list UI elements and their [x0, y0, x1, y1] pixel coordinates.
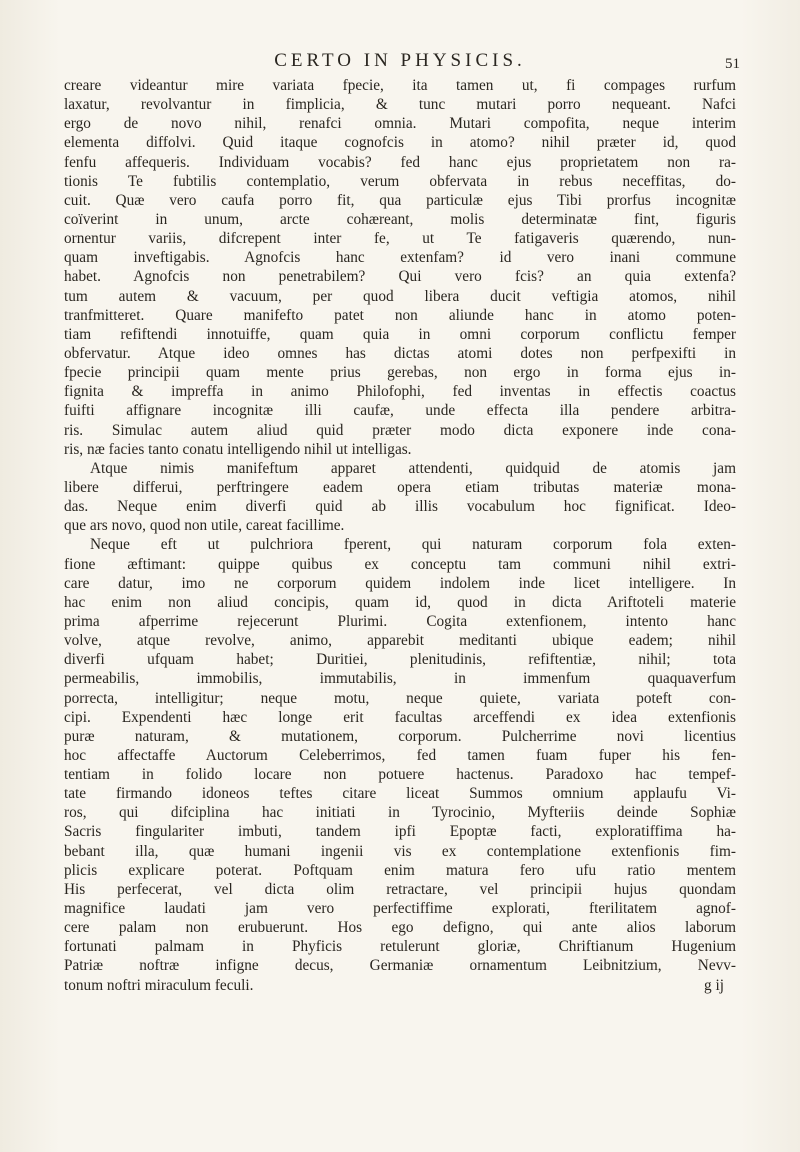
- text-line: prima afperrime rejecerunt Plurimi. Cogita extenfionem, intento hanc: [64, 612, 736, 630]
- text-line: care datur, imo ne corporum quidem indolem inde licet intelligere. In: [64, 574, 736, 592]
- text-line: tiam refiftendi innotuiffe, quam quia in omni corporum conflictu femper: [64, 325, 736, 343]
- text-line: que ars novo, quod non utile, careat facillime.: [64, 517, 345, 535]
- text-line: puræ naturam, & mutationem, corporum. Pulcherrime novi licentius: [64, 727, 736, 745]
- text-line: bebant illa, quæ humani ingenii vis ex contemplatione extenfionis fim-: [64, 842, 736, 860]
- text-line: libere differui, perftringere eadem opera etiam tributas materiæ mona-: [64, 478, 736, 496]
- text-line: obfervatur. Atque ideo omnes has dictas atomi dotes non perfpexifti in: [64, 344, 736, 362]
- text-line: cere palam non erubuerunt. Hos ego defigno, qui ante alios laborum: [64, 919, 736, 937]
- text-line: fpecie principii quam mente prius gerebas, non ergo in forma ejus in-: [64, 364, 736, 382]
- text-line: hac enim non aliud concipis, quam id, quod in dicta Ariftoteli materie: [64, 593, 736, 611]
- text-line: fuifti affignare incognitæ illi caufæ, unde effecta illa pendere arbitra-: [64, 402, 736, 420]
- text-line: cuit. Quæ vero caufa porro fit, qua particulæ ejus Tibi prorfus incognitæ: [64, 191, 736, 209]
- text-line: fortunati palmam in Phyficis retulerunt gloriæ, Chriftianum Hugenium: [64, 938, 736, 956]
- text-line: tranfmitteret. Quare manifefto patet non aliunde hanc in atomo poten-: [64, 306, 736, 324]
- text-line: coïverint in unum, arcte cohæreant, molis determinatæ fint, figuris: [64, 210, 736, 228]
- text-line: plicis explicare poterat. Poftquam enim matura fero ufu ratio mentem: [64, 861, 736, 879]
- text-line: tonum noftri miraculum feculi. g ij: [64, 976, 724, 994]
- text-line: elementa diffolvi. Quid itaque cognofcis in atomo? nihil præter id, quod: [64, 134, 736, 152]
- text-line: fenfu affequeris. Individuam vocabis? fed hanc ejus proprietatem non ra-: [64, 153, 736, 171]
- running-head: CERTO IN PHYSICIS.: [274, 50, 526, 71]
- text-line: hoc affectaffe Auctorum Celeberrimos, fed tamen fuam fuper his fen-: [64, 746, 736, 764]
- text-line: volve, atque revolve, animo, apparebit meditanti ubique eadem; nihil: [64, 632, 736, 650]
- text-line: laxatur, revolvantur in fimplicia, & tunc mutari porro nequeant. Nafci: [64, 96, 736, 114]
- text-line: tate firmando idoneos teftes citare liceat Summos omnium applaufu Vi-: [64, 785, 736, 803]
- text-line: permeabilis, immobilis, immutabilis, in immenfum quaquaverfum: [64, 670, 736, 688]
- text-line: Patriæ noftræ infigne decus, Germaniæ ornamentum Leibnitzium, Nevv-: [64, 957, 736, 975]
- text-line: porrecta, intelligitur; neque motu, neque quiete, variata poteft con-: [64, 689, 736, 707]
- text-line: magnifice laudati jam vero perfectiffime explorati, fterilitatem agnof-: [64, 900, 736, 918]
- text-line: ergo de novo nihil, renafci omnia. Mutari compofita, neque interim: [64, 115, 736, 133]
- text-line: habet. Agnofcis non penetrabilem? Qui vero fcis? an quia extenfa?: [64, 268, 736, 286]
- page-number: 51: [725, 56, 740, 72]
- text-line: Sacris fingulariter imbuti, tandem ipfi Epoptæ facti, exploratiffima ha-: [64, 823, 736, 841]
- text-line: tionis Te fubtilis contemplatio, verum obfervata in rebus neceffitas, do-: [64, 172, 736, 190]
- text-line: ris, næ facies tanto conatu intelligendo nihil ut intelligas.: [64, 440, 412, 458]
- text-line: His perfecerat, vel dicta olim retractare, vel principii hujus quondam: [64, 880, 736, 898]
- text-line: das. Neque enim diverfi quid ab illis vocabulum hoc fignificat. Ideo-: [64, 498, 736, 516]
- text-line: ris. Simulac autem aliud quid præter modo dicta exponere inde cona-: [64, 421, 736, 439]
- text-line: quam inveftigabis. Agnofcis hanc extenfam? id vero inani commune: [64, 249, 736, 267]
- text-line: tum autem & vacuum, per quod libera ducit veftigia atomos, nihil: [64, 287, 736, 305]
- text-line: Atque nimis manifeftum apparet attendenti, quidquid de atomis jam: [90, 459, 736, 477]
- text-line: fione æftimant: quippe quibus ex conceptu tam communi nihil extri-: [64, 555, 736, 573]
- text-line: cipi. Expendenti hæc longe erit facultas arceffendi ex idea extenfionis: [64, 708, 736, 726]
- text-line: tentiam in folido locare non potuere hactenus. Paradoxo hac tempef-: [64, 766, 736, 784]
- text-line: Neque eft ut pulchriora fperent, qui naturam corporum fola exten-: [90, 536, 736, 554]
- text-line: fignita & impreffa in animo Philofophi, fed inventas in effectis coactus: [64, 383, 736, 401]
- text-line: ornentur variis, difcrepent inter fe, ut Te fatigaveris quærendo, nun-: [64, 230, 736, 248]
- text-line: diverfi ufquam habet; Duritiei, plenitudinis, refiftentiæ, nihil; tota: [64, 651, 736, 669]
- body-text: [64, 76, 736, 995]
- page-header: [60, 50, 740, 76]
- signature-mark: g ij: [704, 976, 724, 994]
- text-line: ros, qui difciplina hac initiati in Tyrocinio, Myfteriis deinde Sophiæ: [64, 804, 736, 822]
- text-line: creare videantur mire variata fpecie, ita tamen ut, fi compages rurfum: [64, 77, 736, 94]
